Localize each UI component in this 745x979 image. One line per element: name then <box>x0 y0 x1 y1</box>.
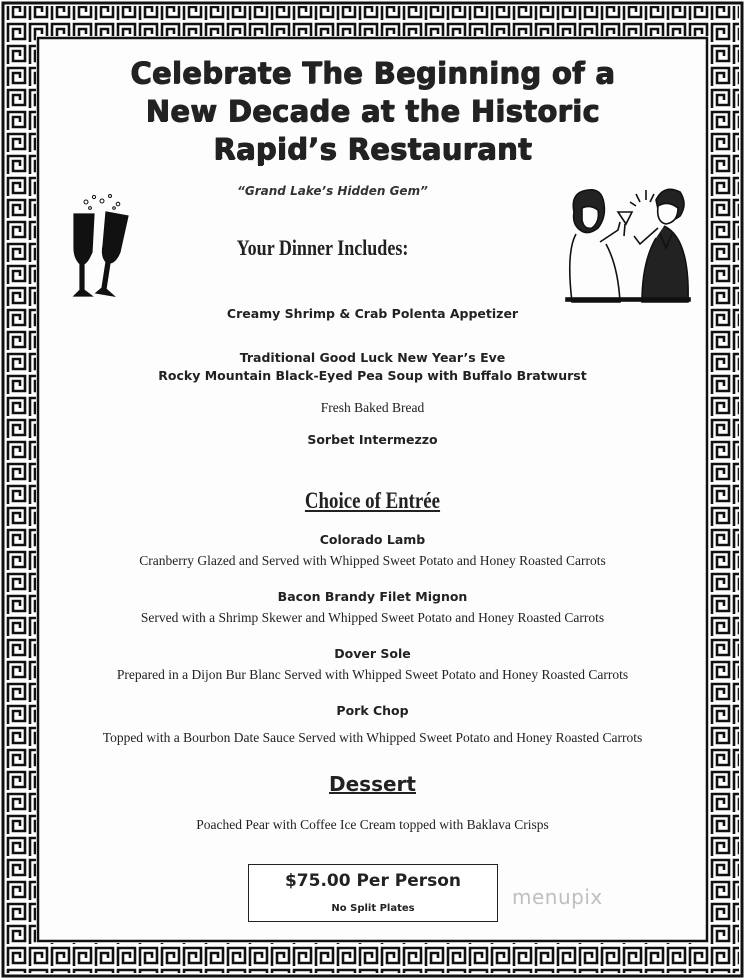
entree-description: Cranberry Glazed and Served with Whipped Sweet Potato and Honey Roasted Carrots <box>139 553 606 568</box>
appetizer: Creamy Shrimp & Crab Polenta Appetizer <box>226 306 519 321</box>
entree-name: Pork Chop <box>336 703 409 718</box>
includes-heading: Your Dinner Includes: <box>236 235 409 260</box>
dessert-heading: Dessert <box>329 772 416 796</box>
price-note: No Split Plates <box>331 903 415 914</box>
title-line-2: New Decade at the Historic <box>145 94 600 128</box>
entree-name: Bacon Brandy Filet Mignon <box>277 589 468 604</box>
price-box <box>248 864 498 922</box>
entree-heading: Choice of Entrée <box>304 488 441 513</box>
price: $75.00 Per Person <box>284 871 462 891</box>
menu-content <box>46 42 699 942</box>
title-line-3: Rapid’s Restaurant <box>213 132 532 166</box>
entree-description: Topped with a Bourbon Date Sauce Served with Whipped Sweet Potato and Honey Roasted Carrots <box>102 730 643 745</box>
entree-description: Prepared in a Dijon Bur Blanc Served with Whipped Sweet Potato and Honey Roasted Carrots <box>116 667 629 682</box>
entree-name: Colorado Lamb <box>319 532 426 547</box>
sorbet: Sorbet Intermezzo <box>307 432 438 447</box>
entree-name: Dover Sole <box>334 646 411 661</box>
dessert-description: Poached Pear with Coffee Ice Cream topped with Baklava Crisps <box>196 817 549 832</box>
title-line-1: Celebrate The Beginning of a <box>130 56 615 90</box>
tagline: “Grand Lake’s Hidden Gem” <box>237 184 428 198</box>
soup-line-1: Traditional Good Luck New Year’s Eve <box>239 350 506 365</box>
watermark: menupix <box>512 885 603 909</box>
bread: Fresh Baked Bread <box>320 400 425 415</box>
soup-line-2: Rocky Mountain Black-Eyed Pea Soup with Buffalo Bratwurst <box>158 368 587 383</box>
entree-description: Served with a Shrimp Skewer and Whipped Sweet Potato and Honey Roasted Carrots <box>140 610 605 625</box>
